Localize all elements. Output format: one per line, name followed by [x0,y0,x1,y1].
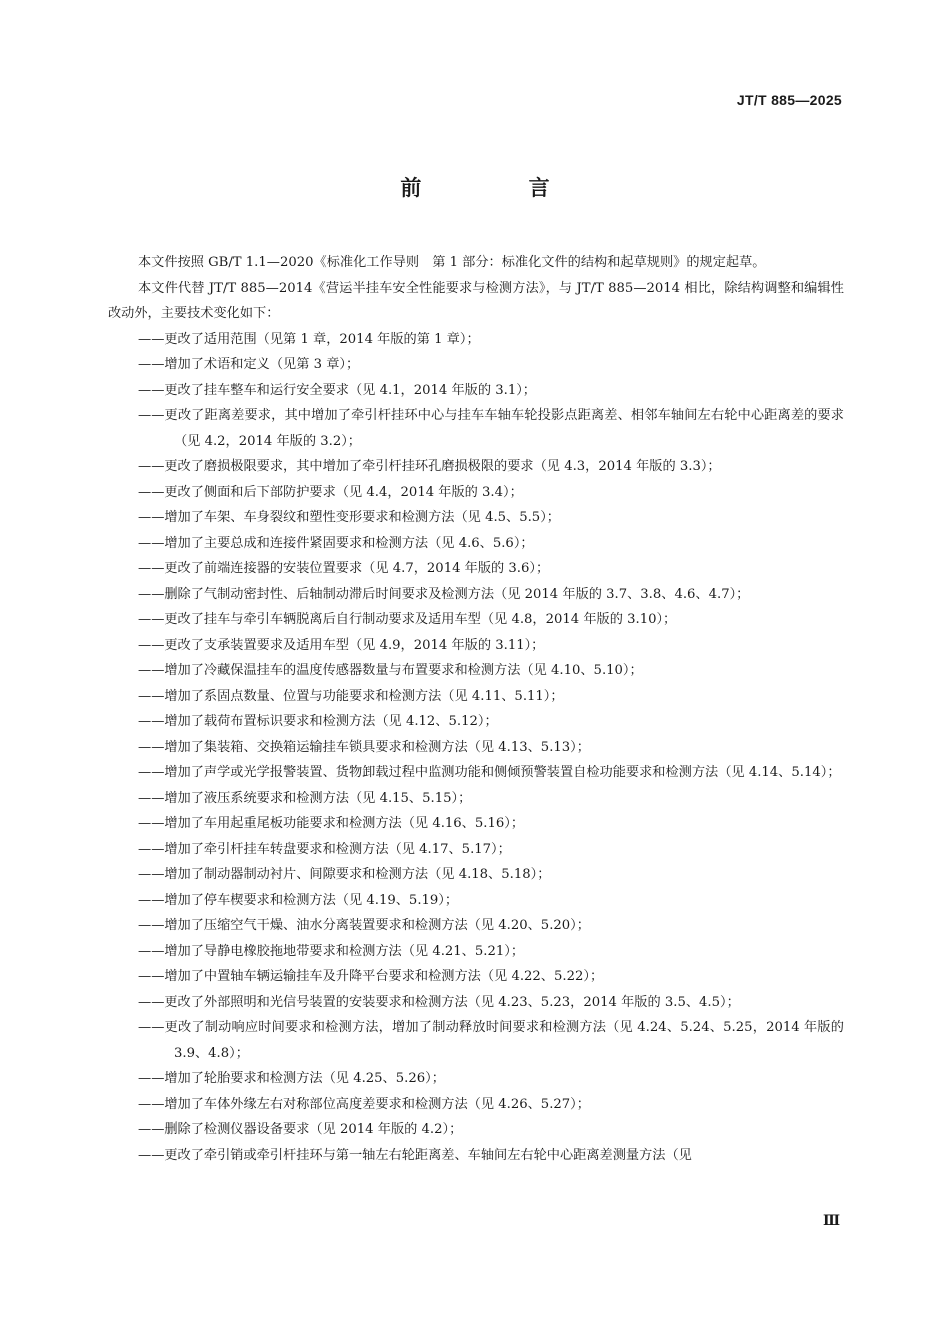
change-item: ——更改了牵引销或牵引杆挂环与第一轴左右轮距离差、车轴间左右轮中心距离差测量方法（见 [138,1147,692,1163]
change-item: ——增加了车架、车身裂纹和塑性变形要求和检测方法（见 4.5、5.5）； [138,510,560,525]
change-item: ——增加了载荷布置标识要求和检测方法（见 4.12、5.12）； [138,714,498,729]
change-item: ——增加了车体外缘左右对称部位高度差要求和检测方法（见 4.26、5.27）； [138,1096,590,1112]
change-item: ——更改了适用范围（见第 1 章，2014 年版的第 1 章）； [138,331,480,347]
page-title: 前 言 [400,176,600,200]
change-item: ——更改了距离差要求，其中增加了牵引杆挂环中心与挂车车轴车轮投影点距离差、相邻车轴间左右轮中心距离差的要求（见 4.2，2014 年版的 3.2）； [138,408,844,449]
change-item: ——更改了制动响应时间要求和检测方法，增加了制动释放时间要求和检测方法（见 4.24、5.24、5.25，2014 年版的 3.9、4.8）； [138,1020,844,1061]
change-item: ——更改了挂车整车和运行安全要求（见 4.1，2014 年版的 3.1）； [138,382,536,398]
change-item: ——增加了压缩空气干燥、油水分离装置要求和检测方法（见 4.20、5.20）； [138,918,590,933]
document-body [108,250,844,1168]
changes-list [108,327,844,1169]
change-item: ——删除了检测仪器设备要求（见 2014 年版的 4.2）； [138,1122,463,1137]
page-number: Ⅲ [822,1213,840,1229]
change-item: ——更改了挂车与牵引车辆脱离后自行制动要求及适用车型（见 4.8，2014 年版的 3.10）； [138,612,677,627]
change-item: ——增加了主要总成和连接件紧固要求和检测方法（见 4.6、5.6）； [138,535,534,551]
change-item: ——增加了导静电橡胶拖地带要求和检测方法（见 4.21、5.21）； [138,943,525,959]
change-item: ——更改了前端连接器的安装位置要求（见 4.7，2014 年版的 3.6）； [138,561,550,576]
change-item: ——增加了轮胎要求和检测方法（见 4.25、5.26）； [138,1071,445,1086]
change-item: ——增加了集装箱、交换箱运输挂车锁具要求和检测方法（见 4.13、5.13）； [138,739,590,755]
change-item: ——更改了磨损极限要求，其中增加了牵引杆挂环孔磨损极限的要求（见 4.3，2014 年版的 3.3）； [138,459,721,474]
change-item: ——增加了制动器制动衬片、间隙要求和检测方法（见 4.18、5.18）； [138,867,551,882]
change-item: ——增加了中置轴车辆运输挂车及升降平台要求和检测方法（见 4.22、5.22）； [138,969,604,984]
change-item: ——增加了系固点数量、位置与功能要求和检测方法（见 4.11、5.11）； [138,688,564,704]
change-item: ——增加了液压系统要求和检测方法（见 4.15、5.15）； [138,790,472,806]
change-item: ——增加了术语和定义（见第 3 章）； [138,357,360,372]
change-item: ——更改了侧面和后下部防护要求（见 4.4，2014 年版的 3.4）； [138,484,523,500]
paragraph: 本文件代替 JT/T 885—2014《营运半挂车安全性能要求与检测方法》，与 JT/T 885—2014 相比，除结构调整和编辑性改动外，主要技术变化如下： [108,280,844,321]
change-item: ——删除了气制动密封性、后轴制动滞后时间要求及检测方法（见 2014 年版的 3.7、3.8、4.6、4.7）； [138,586,750,602]
standard-code: JT/T 885—2025 [736,92,842,108]
change-item: ——增加了冷藏保温挂车的温度传感器数量与布置要求和检测方法（见 4.10、5.10）； [138,663,643,678]
change-item: ——更改了支承装置要求及适用车型（见 4.9，2014 年版的 3.11）； [138,637,545,653]
change-item: ——增加了牵引杆挂车转盘要求和检测方法（见 4.17、5.17）； [138,841,511,857]
paragraph: 本文件按照 GB/T 1.1—2020《标准化工作导则 第 1 部分：标准化文件的结构和起草规则》的规定起草。 [138,255,766,270]
change-item: ——更改了外部照明和光信号装置的安装要求和检测方法（见 4.23、5.23，2014 年版的 3.5、4.5）； [138,994,740,1010]
change-item: ——增加了停车楔要求和检测方法（见 4.19、5.19）； [138,892,459,908]
change-item: ——增加了声学或光学报警装置、货物卸载过程中监测功能和侧倾预警装置自检功能要求和检测方法（见 4.14、5.14）； [138,765,841,780]
change-item: ——增加了车用起重尾板功能要求和检测方法（见 4.16、5.16）； [138,816,525,831]
